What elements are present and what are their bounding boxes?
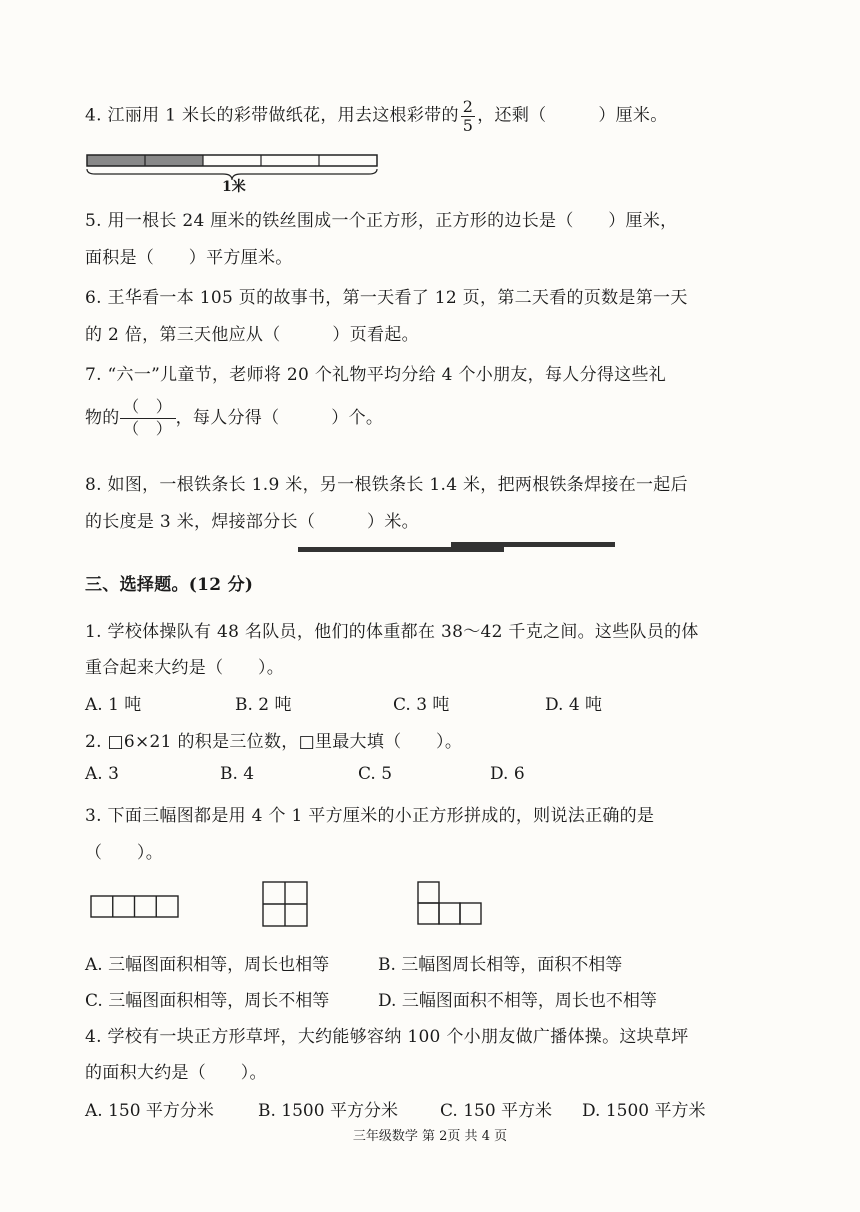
iron-bar-2 xyxy=(451,542,615,547)
figure-l-shape xyxy=(418,882,481,924)
fraction-blank: $\frac{( )}{( )}$ xyxy=(120,397,176,440)
option-c: C. 3 吨 xyxy=(393,695,450,715)
question-fill-5-line1: 5. 用一根长 24 厘米的铁丝围成一个正方形，正方形的边长是（ ）厘米， xyxy=(85,211,678,231)
option-a: A. 1 吨 xyxy=(85,695,142,715)
option-c: C. 150 平方米 xyxy=(440,1101,553,1121)
question-fill-5-line2: 面积是（ ）平方厘米。 xyxy=(85,248,293,268)
question-fill-6-line1: 6. 王华看一本 105 页的故事书，第一天看了 12 页，第二天看的页数是第一天 xyxy=(85,288,688,308)
question-fill-6-line2: 的 2 倍，第三天他应从（ ）页看起。 xyxy=(85,325,419,345)
option-b: B. 1500 平方分米 xyxy=(258,1101,398,1121)
question-choice-1-line1: 1. 学校体操队有 48 名队员，他们的体重都在 38～42 千克之间。这些队员的体 xyxy=(85,622,699,642)
question-choice-3-line2: （ ）。 xyxy=(85,843,163,863)
option-b: B. 4 xyxy=(220,764,255,784)
figure-row-of-four xyxy=(91,896,178,917)
option-c: C. 三幅图面积相等，周长不相等 xyxy=(85,991,330,1011)
question-fill-7-line2: 物的 $\frac{( )}{( )}$ ，每人分得（ ）个。 xyxy=(85,397,384,438)
figure-two-by-two xyxy=(263,882,307,926)
iron-bar-1 xyxy=(298,547,504,552)
question-fill-7-line1: 7. “六一”儿童节，老师将 20 个礼物平均分给 4 个小朋友，每人分得这些礼 xyxy=(85,365,667,385)
option-d: D. 三幅图面积不相等，周长也不相等 xyxy=(378,991,657,1011)
question-choice-1-line2: 重合起来大约是（ ）。 xyxy=(85,658,285,678)
option-d: D. 1500 平方米 xyxy=(582,1101,706,1121)
question-fill-4: 4. 江丽用 1 米长的彩带做纸花，用去这根彩带的 $\frac{2}{5}$ ，还剩（ ）厘米。 xyxy=(85,97,668,135)
question-fill-8-line2: 的长度是 3 米，焊接部分长（ ）米。 xyxy=(85,512,419,532)
question-choice-3-line1: 3. 下面三幅图都是用 4 个 1 平方厘米的小正方形拼成的，则说法正确的是 xyxy=(85,806,655,826)
section-title-choice: 三、选择题。(12 分) xyxy=(85,575,254,595)
option-d: D. 4 吨 xyxy=(545,695,603,715)
page-footer: 三年级数学 第 2页 共 4 页 xyxy=(352,1129,508,1144)
question-choice-4-line1: 4. 学校有一块正方形草坪，大约能够容纳 100 个小朋友做广播体操。这块草坪 xyxy=(85,1027,689,1047)
option-a: A. 150 平方分米 xyxy=(85,1101,214,1121)
option-b: B. 三幅图周长相等，面积不相等 xyxy=(378,955,623,975)
option-a: A. 3 xyxy=(85,764,119,784)
option-a: A. 三幅图面积相等，周长也相等 xyxy=(85,955,330,975)
option-b: B. 2 吨 xyxy=(235,695,292,715)
iron-bars-diagram xyxy=(296,540,621,558)
question-fill-8-line1: 8. 如图，一根铁条长 1.9 米，另一根铁条长 1.4 米，把两根铁条焊接在一起后 xyxy=(85,475,688,495)
question-choice-4-line2: 的面积大约是（ ）。 xyxy=(85,1063,267,1083)
square-figures xyxy=(90,878,490,928)
fraction-two-fifths: $\frac{2}{5}$ xyxy=(462,97,474,135)
option-c: C. 5 xyxy=(358,764,393,784)
ribbon-label: 1米 xyxy=(222,179,246,195)
option-d: D. 6 xyxy=(490,764,525,784)
question-choice-2-line1: 2. □6×21 的积是三位数，□里最大填（ ）。 xyxy=(85,732,463,752)
